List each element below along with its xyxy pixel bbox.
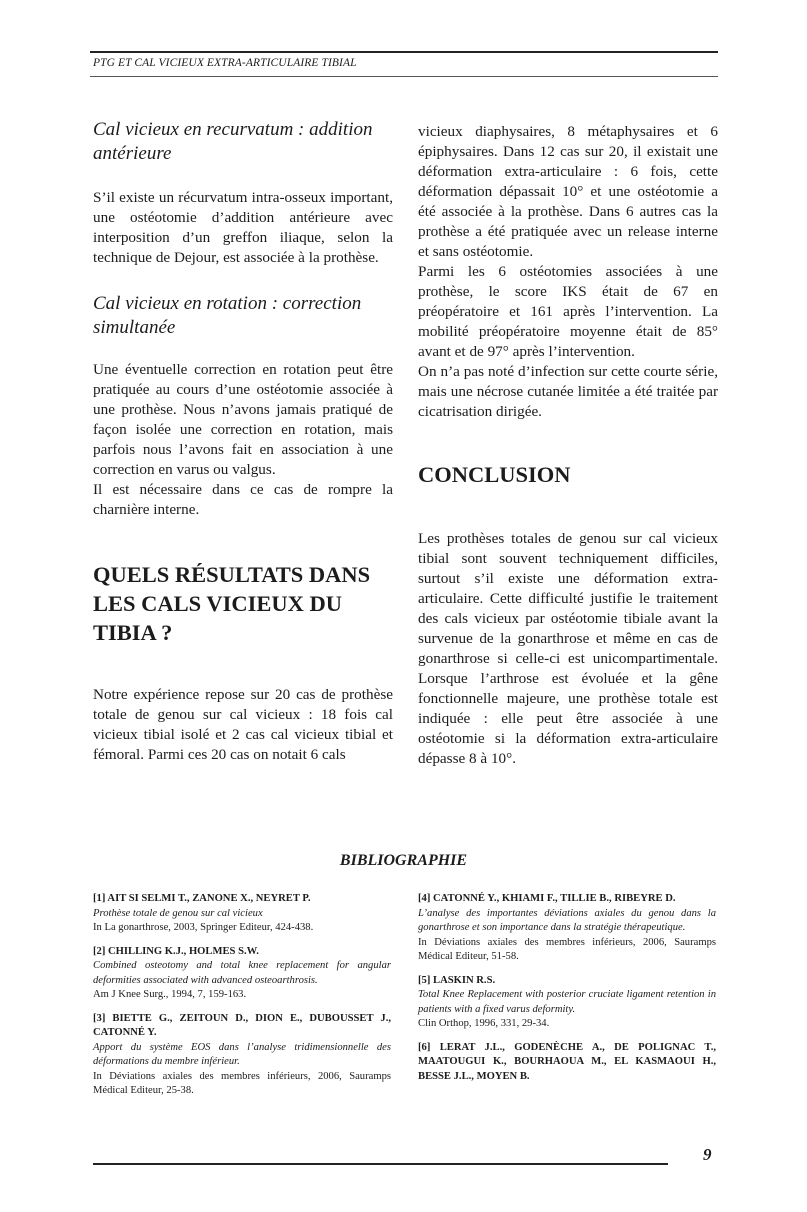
reference-authors: [1] AIT SI SELMI T., ZANONE X., NEYRET P.	[93, 893, 311, 904]
running-header: PTG ET CAL VICIEUX EXTRA-ARTICULAIRE TIBIAL	[93, 57, 357, 69]
reference-source: Clin Orthop, 1996, 331, 29-34.	[418, 1018, 550, 1029]
header-bottom-rule	[90, 76, 718, 77]
reference-authors: [6] LERAT J.L., GODENÈCHE A., DE POLIGNAC T., MAATOUGUI K., BOURHAOUA M., EL KASMAOUI H., BESSE J.L., MOYEN B.	[418, 1041, 716, 1082]
paragraph-results: Notre expérience repose sur 20 cas de prothèse totale de genou sur cal vicieux : 18 fois cal vicieux tibial isolé et 2 cas cal vicieux tibial et fémoral. Parmi ces 20 cas on notait 6 cals	[93, 686, 393, 763]
bibliography-right-column	[418, 892, 716, 1093]
bibliography-left-column	[93, 892, 391, 1108]
reference-2	[93, 945, 391, 1003]
reference-title: Combined osteotomy and total knee replacement for angular deformities associated with advanced osteoarthrosis.	[93, 960, 391, 986]
footer-rule	[93, 1163, 668, 1165]
reference-authors: [2] CHILLING K.J., HOLMES S.W.	[93, 945, 259, 957]
subheading-recurvatum: Cal vicieux en recurvatum : addition antérieure	[93, 119, 373, 164]
reference-source: In Déviations axiales des membres inférieurs, 2006, Sauramps Médical Editeur, 25-38.	[93, 1070, 391, 1096]
reference-title: L’analyse des importantes déviations axiales du genou dans la gonarthrose et son importance dans la stratégie thérapeutique.	[418, 907, 716, 933]
paragraph-infection: On n’a pas noté d’infection sur cette courte série, mais une nécrose cutanée limitée a été traitée par cicatrisation dirigée.	[418, 363, 718, 420]
reference-title: Total Knee Replacement with posterior cruciate ligament retention in patients with a fixed varus deformity.	[418, 989, 716, 1015]
right-column	[418, 122, 718, 769]
reference-1	[93, 892, 391, 936]
header-top-rule	[90, 51, 718, 53]
paragraph-recurvatum: S’il existe un récurvatum intra-osseux important, une ostéotomie d’addition antérieure avec interposition d’un greffon iliaque, selon la technique de Dejour, est associée à la prothèse.	[93, 189, 393, 266]
subheading-rotation: Cal vicieux en rotation : correction simultanée	[93, 293, 362, 338]
reference-3	[93, 1012, 391, 1099]
paragraph-rotation-2: Il est nécessaire dans ce cas de rompre la charnière interne.	[93, 481, 393, 518]
reference-source: In Déviations axiales des membres inférieurs, 2006, Sauramps Médical Editeur, 51-58.	[418, 936, 716, 962]
reference-authors: [5] LASKIN R.S.	[418, 974, 496, 986]
section-title-conclusion: CONCLUSION	[418, 462, 571, 487]
paragraph-results-cont: vicieux diaphysaires, 8 métaphysaires et 6 épiphysaires. Dans 12 cas sur 20, il existait une déformation extra-articulaire : 6 fois, cette déformation dépassait 10° et une ostéotomie a été associée à la prothèse. Dans 6 autres cas la prothèse a été pratiquée avec un release interne et sans ostéotomie.	[418, 123, 718, 260]
section-title-results: QUELS RÉSULTATS DANS LES CALS VICIEUX DU TIBIA ?	[93, 562, 371, 645]
bibliography-title: BIBLIOGRAPHIE	[339, 852, 468, 869]
paragraph-iks-score: Parmi les 6 ostéotomies associées à une prothèse, le score IKS était de 67 en préopératoire et 161 après l’intervention. La mobilité préopératoire moyenne était de 85° avant et de 97° après l’intervention.	[418, 263, 718, 360]
reference-title: Prothèse totale de genou sur cal vicieux	[93, 907, 263, 919]
reference-5	[418, 974, 716, 1032]
page-number: 9	[703, 1145, 712, 1164]
reference-4	[418, 892, 716, 965]
reference-authors: [4] CATONNÉ Y., KHIAMI F., TILLIE B., RIBEYRE D.	[418, 893, 676, 904]
left-column	[93, 118, 393, 765]
reference-authors: [3] BIETTE G., ZEITOUN D., DION E., DUBOUSSET J., CATONNÉ Y.	[93, 1012, 391, 1038]
reference-source: Am J Knee Surg., 1994, 7, 159-163.	[93, 989, 247, 1000]
paragraph-rotation: Une éventuelle correction en rotation peut être pratiquée au cours d’une ostéotomie associée à une prothèse. Nous n’avons jamais pratiqué de façon isolée une correction en rotation, mais parfois nous l’avons fait en association à une correction en varus ou valgus.	[93, 361, 393, 478]
reference-title: Apport du système EOS dans l’analyse tridimensionnelle des déformations du membre inférieur.	[93, 1041, 391, 1067]
reference-source: In La gonarthrose, 2003, Springer Editeur, 424-438.	[93, 922, 314, 933]
reference-6	[418, 1041, 716, 1085]
paragraph-conclusion: Les prothèses totales de genou sur cal vicieux tibial sont souvent techniquement difficiles, surtout s’il existe une déformation extra-articulaire. Cette difficulté justifie le traitement des cals vicieux par ostéotomie tibiale avant la survenue de la gonarthrose et même en cas de gonarthrose si celle-ci est unicompartimentale. Lorsque l’arthrose est évoluée et la gêne fonctionnelle majeure, une prothèse totale est indiquée : elle peut être associée à une ostéotomie si la déformation extra-articulaire dépasse 8 à 10°.	[418, 530, 718, 767]
